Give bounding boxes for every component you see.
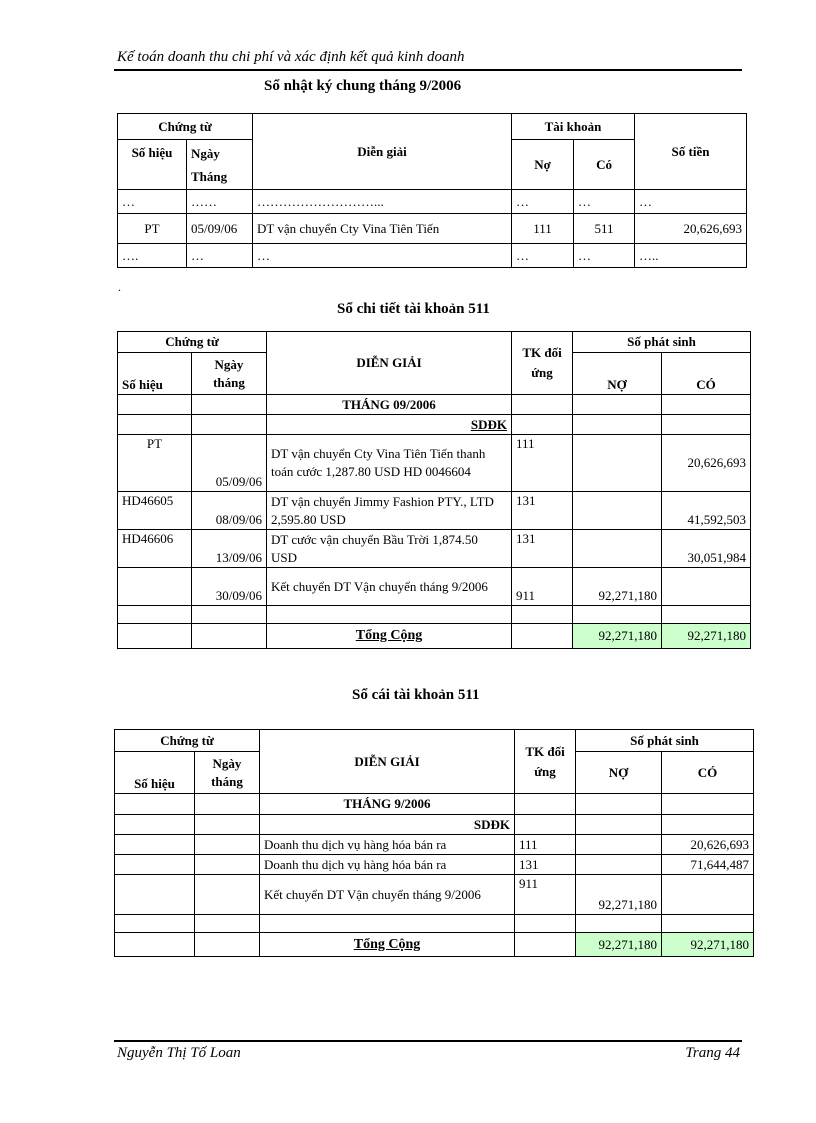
detail-cell-co: 20,626,693 <box>662 435 751 492</box>
journal-cell-so-hieu: …. <box>118 244 187 268</box>
ledger-cell-co <box>662 875 754 915</box>
detail-cell-tk: 911 <box>512 568 573 606</box>
table-row <box>118 568 751 606</box>
detail-cell-tk: 131 <box>512 492 573 530</box>
table-row <box>118 244 747 268</box>
detail-cell-co: 30,051,984 <box>662 530 751 568</box>
header-rule <box>114 69 742 71</box>
detail-cell-ngay: 08/09/06 <box>192 492 267 530</box>
ledger-cell-tk: 111 <box>515 835 576 855</box>
table-row <box>115 855 754 875</box>
journal-header-dien-giai: Diễn giải <box>253 114 512 190</box>
journal-cell-so-tien: ….. <box>635 244 747 268</box>
journal-cell-ngay: 05/09/06 <box>187 214 253 244</box>
journal-table <box>117 113 747 268</box>
journal-header-chung-tu: Chứng từ <box>118 114 253 140</box>
detail-cell-so-hieu: HD46606 <box>118 530 192 568</box>
journal-title: Sổ nhật ký chung tháng 9/2006 <box>264 78 462 94</box>
footer-page-number: Trang 44 <box>685 1045 740 1061</box>
detail-month-label: THÁNG 09/2006 <box>267 395 512 415</box>
detail-cell-so-hieu: PT <box>118 435 192 492</box>
ledger-cell-tk: 911 <box>515 875 576 915</box>
detail-cell-dien-giai: Kết chuyển DT Vận chuyển tháng 9/2006 <box>267 568 512 606</box>
detail-cell-co <box>662 568 751 606</box>
table-row <box>118 214 747 244</box>
journal-cell-dien-giai: ………………………... <box>253 190 512 214</box>
detail-total-no: 92,271,180 <box>573 624 662 649</box>
journal-cell-so-tien: 20,626,693 <box>635 214 747 244</box>
journal-header-so-tien: Số tiền <box>635 114 747 190</box>
ledger-cell-no <box>576 855 662 875</box>
detail-cell-no <box>573 492 662 530</box>
detail-header-chung-tu: Chứng từ <box>118 332 267 353</box>
detail-cell-so-hieu: HD46605 <box>118 492 192 530</box>
table-row <box>115 835 754 855</box>
ledger-cell-co: 20,626,693 <box>662 835 754 855</box>
journal-cell-dien-giai: DT vận chuyển Cty Vina Tiên Tiến <box>253 214 512 244</box>
stray-dot: . <box>118 280 121 294</box>
ledger-header-tk-doi-ung: TK đối ứng <box>515 730 576 794</box>
table-row <box>118 435 751 492</box>
detail-header-so-phat-sinh: Số phát sinh <box>573 332 751 353</box>
ledger-cell-co: 71,644,487 <box>662 855 754 875</box>
journal-header-ngay-thang: Ngày Tháng <box>187 140 253 190</box>
detail-cell-so-hieu <box>118 568 192 606</box>
ledger-total-co: 92,271,180 <box>662 933 754 957</box>
ledger-total-label: Tổng Cộng <box>260 933 515 957</box>
ledger-cell-no: 92,271,180 <box>576 875 662 915</box>
ledger-cell-dien-giai: Doanh thu dịch vụ hàng hóa bán ra <box>260 855 515 875</box>
footer-rule <box>114 1040 742 1042</box>
ledger-title: Sổ cái tài khoản 511 <box>352 687 480 703</box>
ledger-header-dien-giai: DIỄN GIẢI <box>260 730 515 794</box>
journal-cell-no: … <box>512 244 574 268</box>
table-row <box>118 190 747 214</box>
detail-cell-ngay: 05/09/06 <box>192 435 267 492</box>
detail-cell-ngay: 30/09/06 <box>192 568 267 606</box>
journal-header-tai-khoan: Tài khoản <box>512 114 635 140</box>
detail-cell-dien-giai: DT cước vận chuyển Bầu Trời 1,874.50 USD <box>267 530 512 568</box>
detail-cell-dien-giai: DT vận chuyển Jimmy Fashion PTY., LTD 2,595.80 USD <box>267 492 512 530</box>
ledger-cell-no <box>576 835 662 855</box>
ledger-header-so-phat-sinh: Số phát sinh <box>576 730 754 752</box>
detail-total-label: Tổng Cộng <box>267 624 512 649</box>
footer-author: Nguyễn Thị Tố Loan <box>117 1045 241 1061</box>
ledger-month-label: THÁNG 9/2006 <box>260 794 515 815</box>
detail-cell-no: 92,271,180 <box>573 568 662 606</box>
detail-header-no: NỢ <box>573 353 662 395</box>
ledger-total-no: 92,271,180 <box>576 933 662 957</box>
table-row <box>118 492 751 530</box>
detail-cell-no <box>573 435 662 492</box>
ledger-table <box>114 729 754 957</box>
detail-header-co: CÓ <box>662 353 751 395</box>
detail-cell-dien-giai: DT vận chuyển Cty Vina Tiên Tiến thanh toán cước 1,287.80 USD HD 0046604 <box>267 435 512 492</box>
ledger-cell-tk: 131 <box>515 855 576 875</box>
journal-cell-so-tien: … <box>635 190 747 214</box>
journal-cell-co: … <box>574 244 635 268</box>
journal-header-co: Có <box>574 140 635 190</box>
journal-cell-co: … <box>574 190 635 214</box>
ledger-header-no: NỢ <box>576 752 662 794</box>
journal-cell-ngay: … <box>187 244 253 268</box>
page-header: Kế toán doanh thu chi phí và xác định kết quả kinh doanh <box>117 49 465 65</box>
table-row <box>115 875 754 915</box>
ledger-sddk: SDĐK <box>260 815 515 835</box>
journal-cell-so-hieu: … <box>118 190 187 214</box>
detail-header-ngay-thang: Ngày tháng <box>192 353 267 395</box>
ledger-header-ngay-thang: Ngày tháng <box>195 752 260 794</box>
detail-cell-tk: 131 <box>512 530 573 568</box>
ledger-header-chung-tu: Chứng từ <box>115 730 260 752</box>
journal-cell-dien-giai: … <box>253 244 512 268</box>
detail-cell-no <box>573 530 662 568</box>
table-row <box>118 530 751 568</box>
detail-header-dien-giai: DIỄN GIẢI <box>267 332 512 395</box>
detail-cell-ngay: 13/09/06 <box>192 530 267 568</box>
detail-title: Sổ chi tiết tài khoản 511 <box>337 301 490 317</box>
detail-header-so-hieu: Số hiệu <box>118 353 192 395</box>
detail-sddk: SDĐK <box>267 415 512 435</box>
ledger-cell-dien-giai: Kết chuyển DT Vận chuyển tháng 9/2006 <box>260 875 515 915</box>
ledger-header-co: CÓ <box>662 752 754 794</box>
ledger-header-so-hieu: Số hiệu <box>115 752 195 794</box>
detail-cell-co: 41,592,503 <box>662 492 751 530</box>
journal-cell-so-hieu: PT <box>118 214 187 244</box>
journal-header-so-hieu: Số hiệu <box>118 140 187 190</box>
journal-cell-no: 111 <box>512 214 574 244</box>
detail-header-tk-doi-ung: TK đối ứng <box>512 332 573 395</box>
detail-cell-tk: 111 <box>512 435 573 492</box>
journal-cell-ngay: …… <box>187 190 253 214</box>
journal-header-no: Nợ <box>512 140 574 190</box>
ledger-cell-dien-giai: Doanh thu dịch vụ hàng hóa bán ra <box>260 835 515 855</box>
journal-cell-co: 511 <box>574 214 635 244</box>
detail-table <box>117 331 751 649</box>
journal-cell-no: … <box>512 190 574 214</box>
detail-total-co: 92,271,180 <box>662 624 751 649</box>
